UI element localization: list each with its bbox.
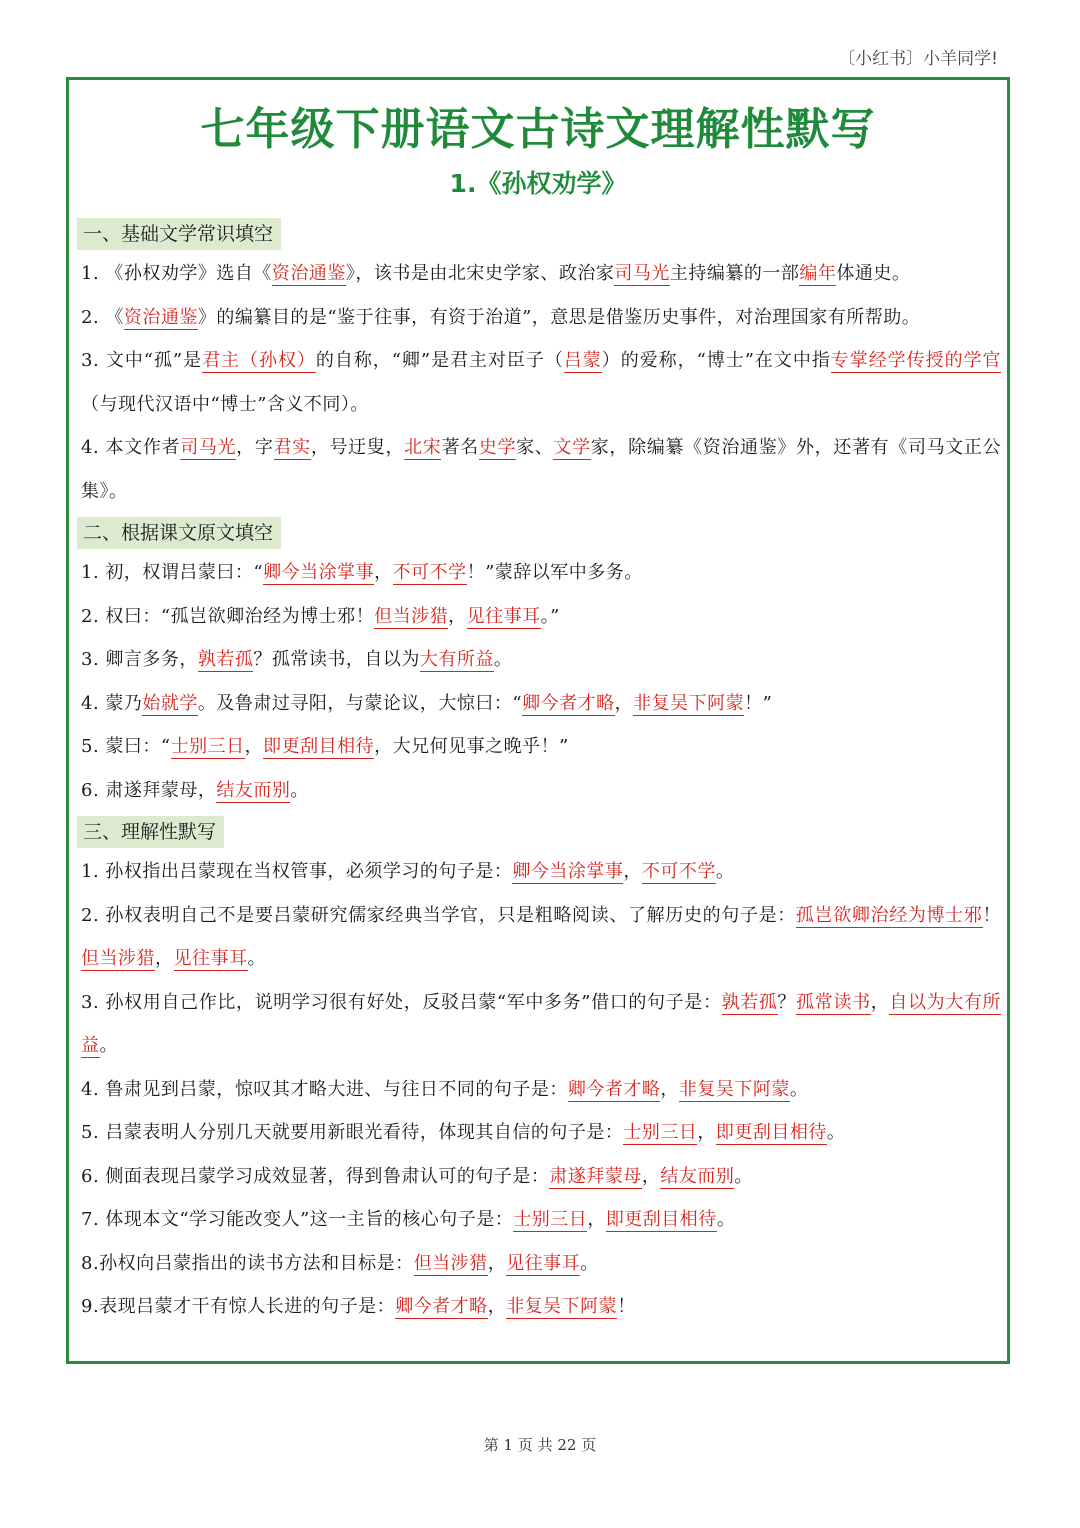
question-text: ， — [487, 1296, 507, 1317]
page-title: 七年级下册语文古诗文理解性默写 — [200, 104, 876, 155]
question-text: 。 — [99, 1035, 118, 1056]
answer-text: 文学 — [553, 437, 591, 458]
answer-text: 始就学 — [142, 692, 198, 714]
question-text: 5. 吕蒙表明人分别几天就要用新眼光看待，体现其自信的句子是： — [81, 1122, 624, 1143]
answer-text: 士别三日 — [170, 736, 245, 757]
question-text: 。 — [247, 948, 266, 969]
question-item — [81, 296, 1001, 340]
question-text: 5. 蒙曰：“ — [81, 736, 171, 757]
question-item — [81, 682, 1001, 726]
answer-text: 不可不学 — [641, 861, 716, 882]
question-text: 。 — [789, 1078, 809, 1100]
answer-text: 孰若孤 — [721, 991, 778, 1013]
question-text: ， — [487, 1252, 507, 1274]
question-text: 4. 本文作者 — [81, 437, 181, 458]
question-item — [81, 551, 1001, 595]
question-item — [81, 426, 1001, 513]
question-text: ！ — [617, 1296, 636, 1317]
question-text: 著名 — [441, 437, 479, 458]
answer-text: 北宋 — [404, 437, 442, 458]
question-text: 。 — [734, 1165, 753, 1187]
answer-text: 君实 — [273, 437, 311, 458]
question-text: ）的爱称，“博士”在文中指 — [601, 350, 831, 371]
question-item — [81, 1155, 1001, 1199]
question-text: 。 — [715, 861, 735, 882]
question-text: 。” — [540, 605, 560, 627]
question-text: 7. 体现本文“学习能改变人”这一主旨的核心句子是： — [81, 1209, 514, 1230]
answer-text: 非复吴下阿蒙 — [678, 1078, 790, 1100]
question-text: ， — [244, 736, 264, 757]
question-text: 。 — [826, 1122, 846, 1143]
answer-text: 司马光 — [180, 437, 237, 458]
question-text: 2. 《 — [81, 306, 124, 328]
answer-text: 即更刮目相待 — [715, 1122, 827, 1143]
question-text: 8.孙权向吕蒙指出的读书方法和目标是： — [81, 1252, 414, 1274]
answer-text: 孰若孤 — [197, 649, 254, 670]
answer-text: 士别三日 — [513, 1209, 588, 1230]
question-text: ，大兄何见事之晚乎！” — [374, 736, 569, 757]
section-heading: 三、理解性默写 — [77, 816, 224, 848]
watermark-text: 〔小红书〕小羊同学! — [838, 49, 998, 69]
question-text: 》的编纂目的是“鉴于往事，有资于治道”，意思是借鉴历史事件，对治理国家有所帮助。 — [197, 306, 921, 328]
question-item — [81, 339, 1001, 426]
question-text: ， — [641, 1165, 661, 1187]
answer-text: 君主（孙权） — [202, 350, 316, 371]
answer-text: 见往事耳 — [173, 948, 248, 969]
answer-text: 见往事耳 — [466, 605, 541, 627]
question-text: 的自称，“卿”是君主对臣子（ — [315, 350, 564, 371]
answer-text: 编年 — [799, 263, 837, 284]
answer-text: 非复吴下阿蒙 — [506, 1296, 618, 1317]
answer-text: 卿今当涂掌事 — [512, 861, 624, 882]
question-text: 6. 侧面表现吕蒙学习成效显著，得到鲁肃认可的句子是： — [81, 1165, 550, 1187]
answer-text: 资治通鉴 — [123, 306, 198, 328]
question-text: 3. 卿言多务， — [81, 649, 198, 670]
question-text: 。 — [716, 1209, 736, 1230]
question-text: ， — [587, 1209, 606, 1230]
answer-text: 但当涉猎 — [374, 605, 449, 627]
answer-text: 孤岂欲卿治经为博士邪 — [795, 904, 983, 926]
question-text: ， — [870, 991, 890, 1013]
question-text: 4. 鲁肃见到吕蒙，惊叹其才略大进、与往日不同的句子是： — [81, 1078, 568, 1100]
question-text: ？ — [777, 991, 797, 1013]
question-text: ， — [614, 692, 634, 714]
question-item — [81, 981, 1001, 1068]
question-text: 3. 文中“孤”是 — [81, 350, 203, 371]
answer-text: 结友而别 — [660, 1165, 735, 1187]
question-item — [81, 595, 1001, 639]
question-text: 1. 孙权指出吕蒙现在当权管事，必须学习的句子是： — [81, 861, 513, 882]
answer-text: 自以为大有所益 — [81, 991, 1002, 1056]
answer-text: 孤常读书 — [796, 991, 871, 1013]
question-item — [81, 1068, 1001, 1112]
question-item — [81, 1198, 1001, 1242]
question-item — [81, 1111, 1001, 1155]
question-text: 主持编纂的一部 — [669, 263, 800, 284]
question-text: 。 — [493, 649, 513, 670]
question-text: 1. 初，权谓吕蒙曰：“ — [81, 562, 264, 583]
answer-text: 结友而别 — [216, 779, 291, 801]
answer-text: 史学 — [478, 437, 517, 458]
question-text: ， — [374, 562, 393, 583]
content-frame — [66, 77, 1010, 1364]
answer-text: 肃遂拜蒙母 — [549, 1165, 642, 1187]
question-text: 9.表现吕蒙才干有惊人长进的句子是： — [81, 1296, 396, 1317]
question-text: ！” — [744, 692, 773, 714]
question-text: 3. 孙权用自己作比，说明学习很有好处，反驳吕蒙“军中多务”借口的句子是： — [81, 991, 722, 1013]
question-text: 1. 《孙权劝学》选自《 — [81, 263, 272, 284]
question-text: 》，该书是由北宋史学家、政治家 — [345, 263, 615, 284]
question-text: ！”蒙辞以军中多务。 — [466, 562, 643, 583]
answer-text: 大有所益 — [419, 649, 494, 670]
question-item — [81, 894, 1001, 981]
question-text: ， — [660, 1078, 679, 1100]
answer-text: 司马光 — [614, 263, 670, 284]
question-item — [81, 252, 1001, 296]
answer-text: 卿今者才略 — [522, 692, 615, 714]
question-item — [81, 638, 1001, 682]
question-text: ， — [697, 1122, 716, 1143]
question-item — [81, 850, 1001, 894]
question-text: ， — [448, 605, 467, 627]
question-text: ， — [155, 948, 174, 969]
question-text: ，号迂叟， — [310, 437, 405, 458]
answer-text: 吕蒙 — [563, 350, 602, 371]
section-heading: 一、基础文学常识填空 — [77, 218, 281, 250]
answer-text: 卿今当涂掌事 — [263, 562, 375, 583]
answer-text: 士别三日 — [623, 1122, 698, 1143]
question-text: ？孤常读书，自以为 — [253, 649, 420, 670]
question-text: 家，除编纂《资治通鉴》外，还著有《司马文正公集》。 — [81, 437, 1002, 502]
question-text: 体通史。 — [836, 263, 911, 284]
question-text: （与现代汉语中“博士”含义不同）。 — [81, 393, 369, 415]
question-item — [81, 1285, 1001, 1329]
answer-text: 非复吴下阿蒙 — [633, 692, 745, 714]
answer-text: 见往事耳 — [506, 1252, 581, 1274]
answer-text: 但当涉猎 — [81, 948, 155, 969]
answer-text: 专掌经学传授的学官 — [830, 350, 1002, 371]
question-text: ，字 — [236, 437, 274, 458]
question-item — [81, 725, 1001, 769]
answer-text: 卿今者才略 — [567, 1078, 661, 1100]
answer-text: 即更刮目相待 — [605, 1209, 717, 1230]
answer-text: 资治通鉴 — [271, 263, 346, 284]
question-text: 。 — [580, 1252, 599, 1274]
question-text: ， — [623, 861, 642, 882]
sections-container — [69, 214, 1007, 1329]
question-item — [81, 1242, 1001, 1286]
page-footer: 第 1 页 共 22 页 — [483, 1436, 597, 1454]
question-text: 家、 — [516, 437, 554, 458]
question-text: 。及鲁肃过寻阳，与蒙论议，大惊曰：“ — [197, 692, 523, 714]
question-text: ！ — [982, 904, 1001, 926]
page-subtitle: 1.《孙权劝学》 — [449, 169, 627, 198]
question-text: 6. 肃遂拜蒙母， — [81, 779, 217, 801]
question-item — [81, 769, 1001, 813]
question-text: 4. 蒙乃 — [81, 692, 143, 714]
answer-text: 不可不学 — [392, 562, 467, 583]
question-text: 。 — [290, 779, 309, 801]
section-heading: 二、根据课文原文填空 — [77, 517, 281, 549]
answer-text: 卿今者才略 — [395, 1296, 488, 1317]
question-text: 2. 权曰：“孤岂欲卿治经为博士邪！ — [81, 605, 375, 627]
answer-text: 但当涉猎 — [413, 1252, 488, 1274]
answer-text: 即更刮目相待 — [263, 736, 375, 757]
question-text: 2. 孙权表明自己不是要吕蒙研究儒家经典当学官，只是粗略阅读、了解历史的句子是： — [81, 904, 796, 926]
